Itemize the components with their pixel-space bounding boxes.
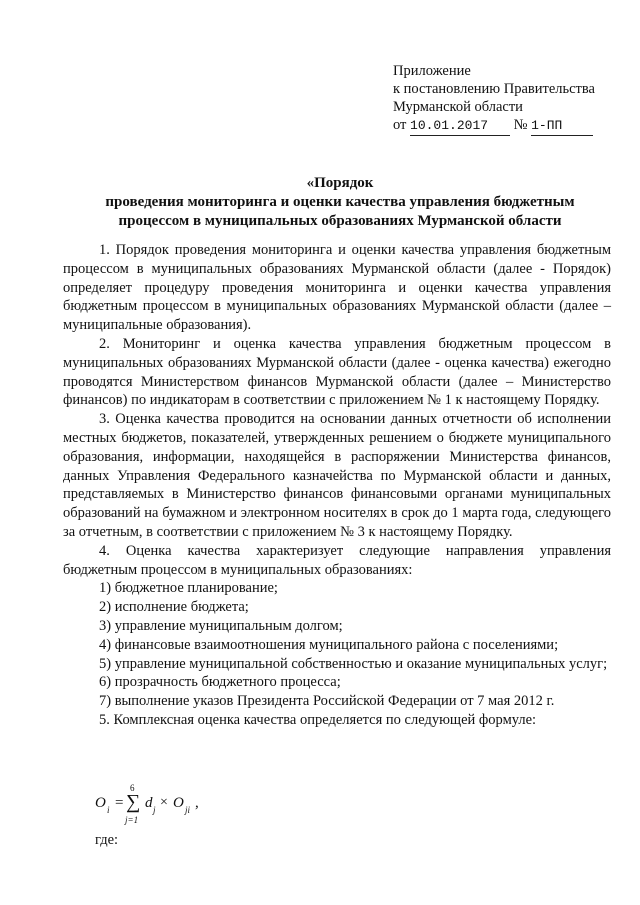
where-label: где: — [95, 832, 119, 848]
list-item-7: 7) выполнение указов Президента Российской Федерации от 7 мая 2012 г. — [99, 693, 555, 710]
formula-lower: j=1 — [125, 815, 139, 825]
paragraph-1: 1. Порядок проведения мониторинга и оценки качества управления бюджетным процессом в муниципальных образованиях Мурманской области (далее - Порядок) определяет процедуру проведения мониторинга и оценки качества управления бюджетным процессом в муниципальных образованиях Мурманской области (далее – муниципальные образования). — [63, 242, 611, 334]
formula-lhs: O — [95, 795, 106, 811]
appendix-line-1: Приложение — [393, 63, 471, 79]
from-label: от — [393, 117, 407, 133]
document-body — [63, 241, 611, 730]
formula-eq: = — [115, 795, 124, 811]
title-line-1: «Порядок — [306, 175, 374, 191]
appendix-line-3: Мурманской области — [393, 99, 523, 115]
appendix-date-line — [393, 116, 595, 136]
list-item-5: 5) управление муниципальной собственностью и оказание муниципальных услуг; — [99, 655, 608, 672]
appendix-line-2: к постановлению Правительства — [393, 81, 595, 97]
number-value: 1-ПП — [531, 117, 593, 136]
formula-o-sub: ji — [185, 805, 191, 815]
number-label: № — [513, 117, 528, 133]
list-item-3: 3) управление муниципальным долгом; — [99, 617, 343, 634]
title-line-2: проведения мониторинга и оценки качества управления бюджетным — [105, 194, 575, 210]
list-item-1: 1) бюджетное планирование; — [99, 580, 278, 597]
list-item-4: 4) финансовые взаимоотношения муниципального района с поселениями; — [99, 636, 559, 653]
formula-lhs-sub: i — [107, 805, 110, 815]
formula-upper: 6 — [130, 783, 135, 793]
formula-o: O — [173, 795, 184, 811]
date-value: 10.01.2017 — [410, 117, 510, 136]
list-item-6: 6) прозрачность бюджетного процесса; — [99, 674, 341, 691]
appendix-header — [393, 62, 595, 136]
list-item-2: 2) исполнение бюджета; — [99, 599, 249, 616]
paragraph-4: 4. Оценка качества характеризует следующие направления управления бюджетным процессом в муниципальных образованиях: — [63, 542, 611, 578]
title-line-3: процессом в муниципальных образованиях Мурманской области — [118, 213, 562, 229]
formula-tail: , — [195, 795, 199, 811]
paragraph-2: 2. Мониторинг и оценка качества управления бюджетным процессом в муниципальных образованиях Мурманской области (далее - оценка качества) ежегодно проводятся Министерством финансов Мурманской области (далее – Министерство финансов) по индикаторам в соответствии с приложением № 1 к настоящему Порядку. — [63, 335, 611, 409]
formula-times: × — [160, 795, 168, 810]
formula-sigma: ∑ — [126, 791, 141, 813]
formula-d: d — [145, 795, 153, 811]
paragraph-3: 3. Оценка качества проводится на основании данных отчетности об исполнении местных бюджетов, показателей, утвержденных решением о бюджете муниципального образования, информации, находящейся в распоряжении Министерства финансов, данных Управления Федерального казначейства по Мурманской области и данных, представляемых в Министерство финансов финансовыми органами муниципальных образований на бумажном и электронном носителях в срок до 1 марта года, следующего за отчетным, в соответствии с приложением № 3 к настоящему Порядку. — [63, 411, 611, 540]
paragraph-5: 5. Комплексная оценка качества определяется по следующей формуле: — [99, 711, 537, 728]
document-title — [70, 174, 610, 231]
formula — [95, 783, 225, 827]
formula-d-sub: j — [153, 805, 156, 815]
